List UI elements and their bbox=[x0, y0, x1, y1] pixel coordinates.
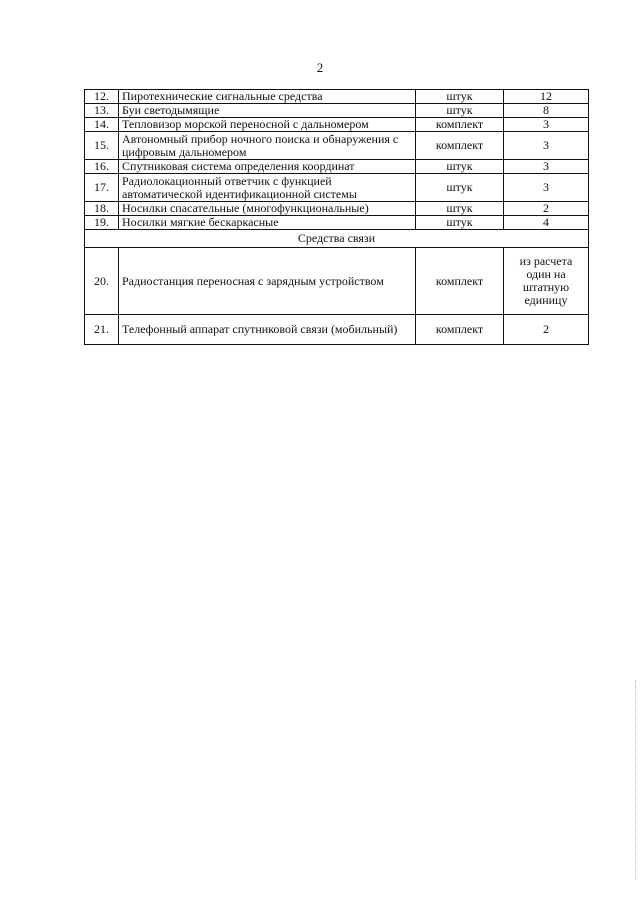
quantity-cell: 4 bbox=[504, 216, 589, 230]
row-number: 14. bbox=[85, 118, 119, 132]
item-name: Пиротехнические сигнальные средства bbox=[119, 90, 416, 104]
table-row bbox=[85, 104, 589, 118]
table-row bbox=[85, 160, 589, 174]
unit-cell: комплект bbox=[416, 118, 504, 132]
row-number: 20. bbox=[85, 248, 119, 315]
table-row bbox=[85, 174, 589, 202]
unit-cell: штук bbox=[416, 104, 504, 118]
quantity-cell: 3 bbox=[504, 118, 589, 132]
quantity-cell: 3 bbox=[504, 132, 589, 160]
unit-cell: штук bbox=[416, 174, 504, 202]
item-name: Буи светодымящие bbox=[119, 104, 416, 118]
quantity-cell: 8 bbox=[504, 104, 589, 118]
row-number: 18. bbox=[85, 202, 119, 216]
table-row bbox=[85, 248, 589, 315]
section-title: Средства связи bbox=[85, 230, 589, 248]
table-row bbox=[85, 118, 589, 132]
unit-cell: штук bbox=[416, 90, 504, 104]
unit-cell: комплект bbox=[416, 132, 504, 160]
item-name: Спутниковая система определения координат bbox=[119, 160, 416, 174]
unit-cell: комплект bbox=[416, 315, 504, 345]
unit-cell: штук bbox=[416, 216, 504, 230]
unit-cell: штук bbox=[416, 160, 504, 174]
table-row bbox=[85, 132, 589, 160]
table-row bbox=[85, 90, 589, 104]
row-number: 19. bbox=[85, 216, 119, 230]
equipment-table bbox=[84, 89, 589, 345]
quantity-cell: 3 bbox=[504, 160, 589, 174]
quantity-cell: 2 bbox=[504, 202, 589, 216]
item-name: Тепловизор морской переносной с дальномером bbox=[119, 118, 416, 132]
row-number: 21. bbox=[85, 315, 119, 345]
row-number: 15. bbox=[85, 132, 119, 160]
item-name: Автономный прибор ночного поиска и обнаружения с цифровым дальномером bbox=[119, 132, 416, 160]
unit-cell: штук bbox=[416, 202, 504, 216]
quantity-cell: 3 bbox=[504, 174, 589, 202]
scan-edge bbox=[635, 680, 638, 880]
item-name: Радиолокационный ответчик с функцией автоматической идентификационной системы bbox=[119, 174, 416, 202]
item-name: Телефонный аппарат спутниковой связи (мобильный) bbox=[119, 315, 416, 345]
row-number: 16. bbox=[85, 160, 119, 174]
quantity-cell: 2 bbox=[504, 315, 589, 345]
unit-cell: комплект bbox=[416, 248, 504, 315]
quantity-cell: 12 bbox=[504, 90, 589, 104]
row-number: 17. bbox=[85, 174, 119, 202]
item-name: Носилки мягкие бескаркасные bbox=[119, 216, 416, 230]
item-name: Радиостанция переносная с зарядным устройством bbox=[119, 248, 416, 315]
row-number: 13. bbox=[85, 104, 119, 118]
table-row bbox=[85, 216, 589, 230]
table-row bbox=[85, 315, 589, 345]
quantity-cell: из расчета один на штатную единицу bbox=[504, 248, 589, 315]
section-row bbox=[85, 230, 589, 248]
page-number: 2 bbox=[316, 60, 324, 75]
item-name: Носилки спасательные (многофункциональные) bbox=[119, 202, 416, 216]
row-number: 12. bbox=[85, 90, 119, 104]
table-row bbox=[85, 202, 589, 216]
